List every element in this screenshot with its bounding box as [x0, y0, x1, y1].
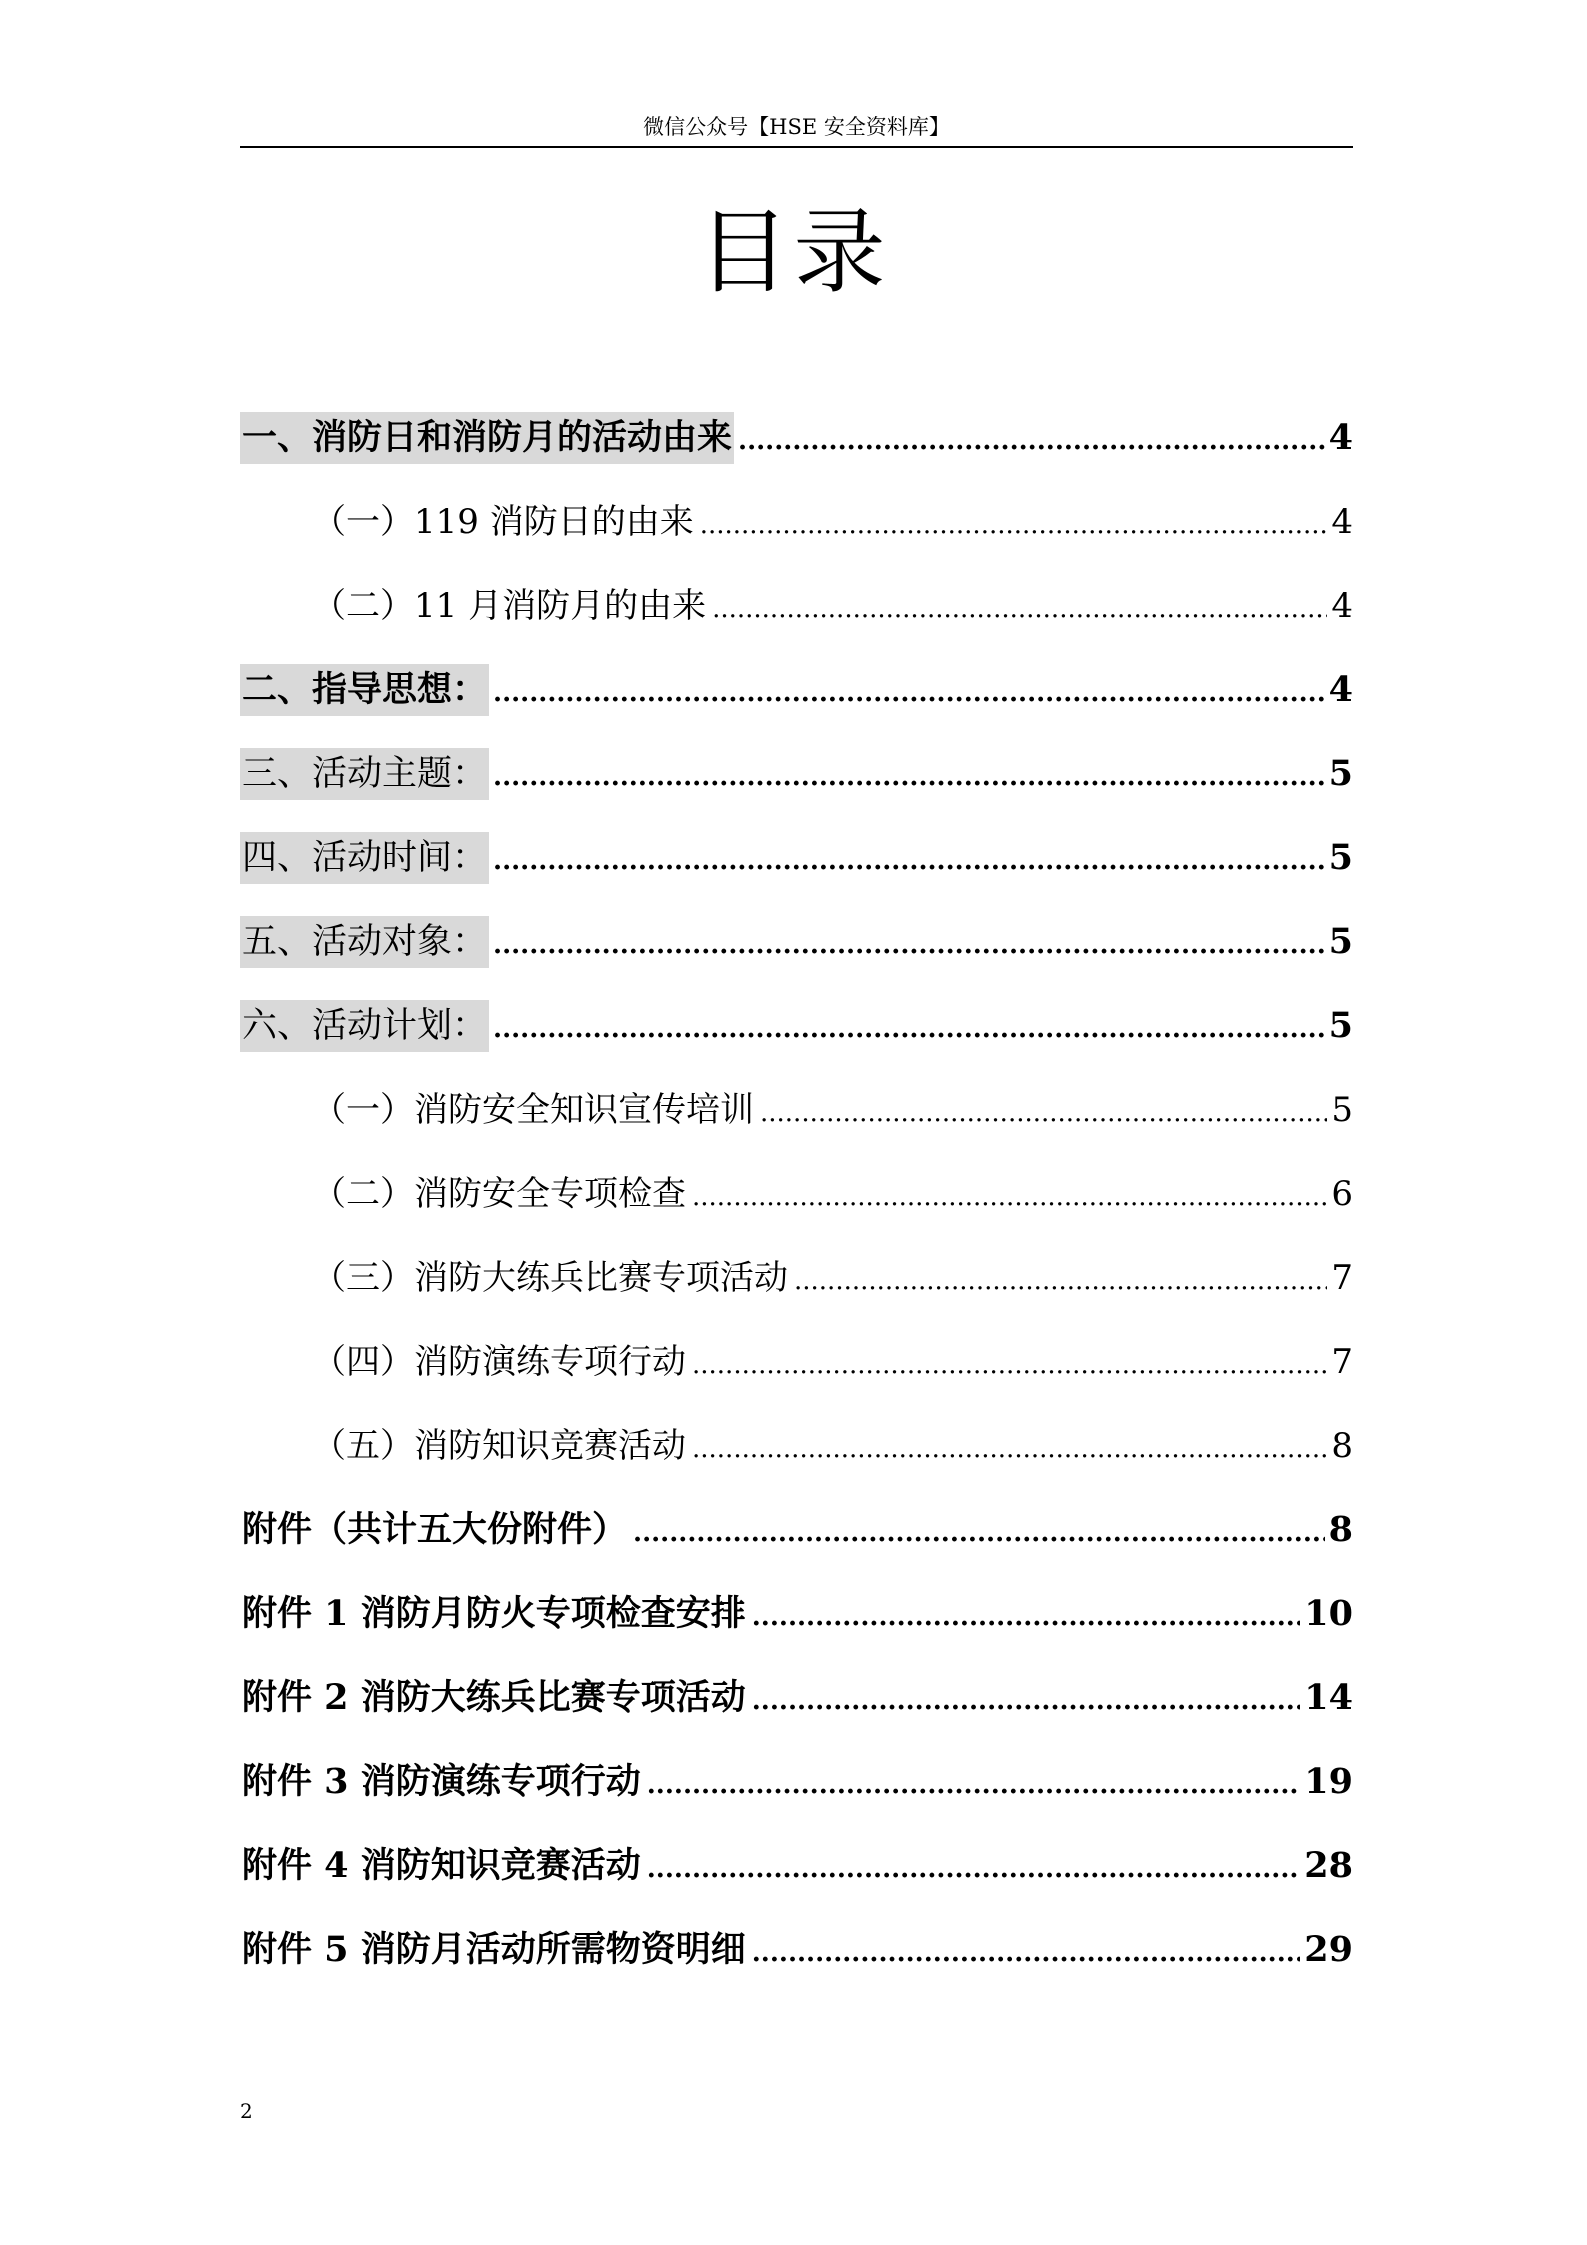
toc-entry-label: 附件 5 消防月活动所需物资明细 [242, 1929, 746, 1970]
toc-entry-page: 4 [1328, 417, 1353, 458]
header-rule [240, 146, 1353, 148]
dot-leader [647, 1759, 1301, 1811]
toc-entry-section-2[interactable] [240, 664, 1353, 748]
dot-leader [493, 919, 1325, 971]
dot-leader [633, 1507, 1325, 1559]
toc-entry-page: 8 [1331, 1426, 1353, 1466]
toc-entry-page: 28 [1304, 1845, 1353, 1886]
toc-entry-page: 8 [1328, 1509, 1353, 1550]
toc-entry-section-1-1[interactable] [240, 496, 1353, 580]
dot-leader [700, 499, 1328, 551]
toc-entry-section-6[interactable] [240, 1000, 1353, 1084]
toc-entry-section-6-4[interactable] [240, 1336, 1353, 1420]
toc-entry-label: （一）119 消防日的由来 [312, 502, 694, 542]
dot-leader [712, 583, 1327, 635]
toc-entry-page: 14 [1304, 1677, 1353, 1718]
dot-leader [493, 835, 1325, 887]
toc-entry-section-6-3[interactable] [240, 1252, 1353, 1336]
toc-entry-label: （二）消防安全专项检查 [312, 1174, 686, 1214]
toc-entry-section-4[interactable] [240, 832, 1353, 916]
dot-leader [794, 1255, 1327, 1307]
toc-entry-page: 7 [1331, 1258, 1353, 1298]
toc-entry-label: 附件 3 消防演练专项行动 [242, 1761, 641, 1802]
toc-entry-page: 5 [1328, 921, 1353, 962]
toc-entry-page: 4 [1331, 502, 1353, 542]
toc-entry-page: 4 [1328, 669, 1353, 710]
toc-entry-page: 5 [1328, 837, 1353, 878]
dot-leader [692, 1339, 1327, 1391]
toc-entry-page: 10 [1304, 1593, 1353, 1634]
toc-entry-section-5[interactable] [240, 916, 1353, 1000]
toc-entry-label: 附件 2 消防大练兵比赛专项活动 [242, 1677, 746, 1718]
toc-entry-label: 一、消防日和消防月的活动由来 [240, 412, 734, 464]
dot-leader [692, 1171, 1327, 1223]
toc-entry-label: （五）消防知识竞赛活动 [312, 1426, 686, 1466]
toc-entry-page: 5 [1328, 1005, 1353, 1046]
dot-leader [493, 751, 1325, 803]
dot-leader [752, 1675, 1301, 1727]
toc-entry-label: （四）消防演练专项行动 [312, 1342, 686, 1382]
toc-entry-page: 19 [1304, 1761, 1353, 1802]
toc-entry-section-1-2[interactable] [240, 580, 1353, 664]
toc-entry-section-6-1[interactable] [240, 1084, 1353, 1168]
dot-leader [493, 667, 1325, 719]
page-title: 目录 [697, 199, 890, 306]
toc-entry-label: （二）11 月消防月的由来 [312, 586, 707, 626]
toc-entry-section-1[interactable] [240, 412, 1353, 496]
toc-entry-section-6-5[interactable] [240, 1420, 1353, 1504]
dot-leader [692, 1423, 1327, 1475]
toc-entry-appendix-2[interactable] [240, 1672, 1353, 1756]
toc-entry-section-3[interactable] [240, 748, 1353, 832]
toc-entry-page: 5 [1331, 1090, 1353, 1130]
dot-leader [752, 1927, 1301, 1979]
toc-entry-appendices[interactable] [240, 1504, 1353, 1588]
toc-entry-label: 三、活动主题： [240, 748, 489, 800]
dot-leader [760, 1087, 1327, 1139]
toc-entry-label: 五、活动对象： [240, 916, 489, 968]
dot-leader [647, 1843, 1301, 1895]
page-number: 2 [240, 2099, 253, 2123]
toc-entry-label: 二、指导思想： [240, 664, 489, 716]
toc-entry-appendix-4[interactable] [240, 1840, 1353, 1924]
dot-leader [738, 415, 1325, 467]
page-header: 微信公众号【HSE 安全资料库】 [643, 115, 950, 139]
toc-entry-label: 附件 4 消防知识竞赛活动 [242, 1845, 641, 1886]
toc-entry-appendix-3[interactable] [240, 1756, 1353, 1840]
dot-leader [493, 1003, 1325, 1055]
toc-entry-appendix-5[interactable] [240, 1924, 1353, 2008]
dot-leader [752, 1591, 1301, 1643]
toc-entry-page: 29 [1304, 1929, 1353, 1970]
toc-entry-label: 附件（共计五大份附件） [242, 1509, 628, 1550]
toc-entry-label: （三）消防大练兵比赛专项活动 [312, 1258, 788, 1298]
toc-entry-page: 5 [1328, 753, 1353, 794]
toc-entry-page: 6 [1331, 1174, 1353, 1214]
toc-entry-page: 4 [1331, 586, 1353, 626]
toc-entry-label: 附件 1 消防月防火专项检查安排 [242, 1593, 746, 1634]
toc-entry-appendix-1[interactable] [240, 1588, 1353, 1672]
toc-entry-label: （一）消防安全知识宣传培训 [312, 1090, 754, 1130]
toc-entry-label: 六、活动计划： [240, 1000, 489, 1052]
table-of-contents [240, 412, 1353, 2008]
toc-entry-label: 四、活动时间： [240, 832, 489, 884]
toc-entry-section-6-2[interactable] [240, 1168, 1353, 1252]
toc-entry-page: 7 [1331, 1342, 1353, 1382]
